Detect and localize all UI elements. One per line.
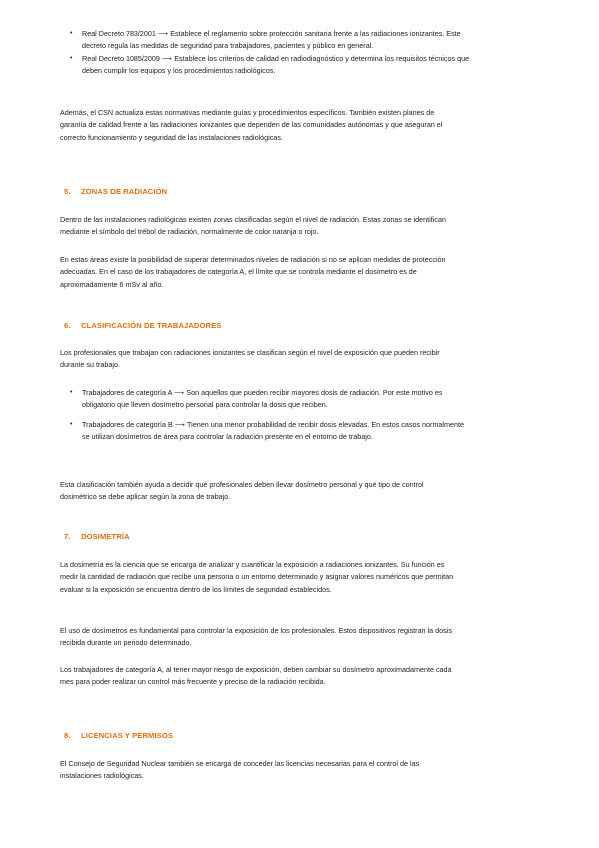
section-number: 6. bbox=[64, 321, 71, 330]
section-number: 8. bbox=[64, 731, 71, 740]
list-item: • Trabajadores de categoría B ⟶ Tienen una menor probabilidad de recibir dosis elevadas. En estos casos normalmente se utilizan dosímetros de área para controlar la radiación presente en el entorno de trabajo. bbox=[60, 419, 470, 444]
paragraph: El uso de dosímetros es fundamental para controlar la exposición de los profesionales. Estos dispositivos registran la dosis recibida durante un periodo determinado. bbox=[60, 626, 452, 648]
paragraph: La dosimetría es la ciencia que se encarga de analizar y cuantificar la exposición a radiaciones ionizantes. Su función es medir la cantidad de radiación que recibe una persona o un entorno determinado y asignar valores numéricos que permitan evaluar si la exposición se encuentra dentro de los límites de seguridad establecidos. bbox=[60, 560, 454, 594]
section-heading-5 bbox=[64, 187, 167, 196]
paragraph: El Consejo de Seguridad Nuclear también se encarga de conceder las licencias necesarias para el control de las instalaciones radiológicas. bbox=[60, 759, 420, 781]
paragraph: Los profesionales que trabajan con radiaciones ionizantes se clasifican según el nivel de exposición que pueden recibir durante su trabajo. bbox=[60, 348, 440, 370]
section-title: CLASIFICACIÓN DE TRABAJADORES bbox=[81, 321, 222, 330]
section-heading-7 bbox=[64, 532, 130, 541]
section-number: 7. bbox=[64, 532, 71, 541]
paragraph: En estas áreas existe la posibilidad de superar determinados niveles de radiación si no se aplican medidas de protección adecuadas. En el caso de los trabajadores de categoría A, el límite que se controla mediante el dosímetro es de aproximadamente 6 mSv al año. bbox=[60, 255, 446, 289]
paragraph: Dentro de las instalaciones radiológicas existen zonas clasificadas según el nivel de radiación. Estas zonas se identifican mediante el símbolo del trébol de radiación, normalmente de color naranja o rojo. bbox=[60, 215, 446, 237]
list-item: • Trabajadores de categoría A ⟶ Son aquellos que pueden recibir mayores dosis de radiación. Por este motivo es obligatorio que lleven dosímetro personal para controlar la dosis que reciben. bbox=[60, 387, 470, 412]
regulation-list bbox=[60, 28, 470, 77]
paragraph: Esta clasificación también ayuda a decidir qué profesionales deben llevar dosímetro personal y qué tipo de control dosimétrico se debe aplicar según la zona de trabajo. bbox=[60, 480, 424, 502]
section-title: ZONAS DE RADIACIÓN bbox=[81, 187, 168, 196]
list-item: • Real Decreto 783/2001 ⟶ Establece el reglamento sobre protección sanitaria frente a las radiaciones ionizantes. Este decreto regula las medidas de seguridad para trabajadores, pacientes y público en general. bbox=[60, 28, 470, 53]
section-heading-6 bbox=[64, 321, 221, 330]
list-item: • Real Decreto 1085/2009 ⟶ Establece los criterios de calidad en radiodiagnóstico y determina los requisitos técnicos que deben cumplir los equipos y los procedimientos radiológicos. bbox=[60, 53, 470, 78]
paragraph: Los trabajadores de categoría A, al tener mayor riesgo de exposición, deben cambiar su dosímetro aproximadamente cada mes para poder realizar un control más frecuente y preciso de la radiación recibida. bbox=[60, 665, 452, 687]
section-title: LICENCIAS Y PERMISOS bbox=[81, 731, 174, 740]
section-title: DOSIMETRÍA bbox=[81, 532, 130, 541]
worker-category-list bbox=[60, 387, 470, 443]
section-heading-8 bbox=[64, 731, 173, 740]
section-number: 5. bbox=[64, 187, 71, 196]
intro-paragraph: Además, el CSN actualiza estas normativas mediante guías y procedimientos específicos. También existen planes de garantía de calidad frente a las radiaciones ionizantes que dependen de las comunidades autónomas y que aseguran el correcto funcionamiento y seguridad de las instalaciones radiológicas. bbox=[60, 108, 443, 142]
